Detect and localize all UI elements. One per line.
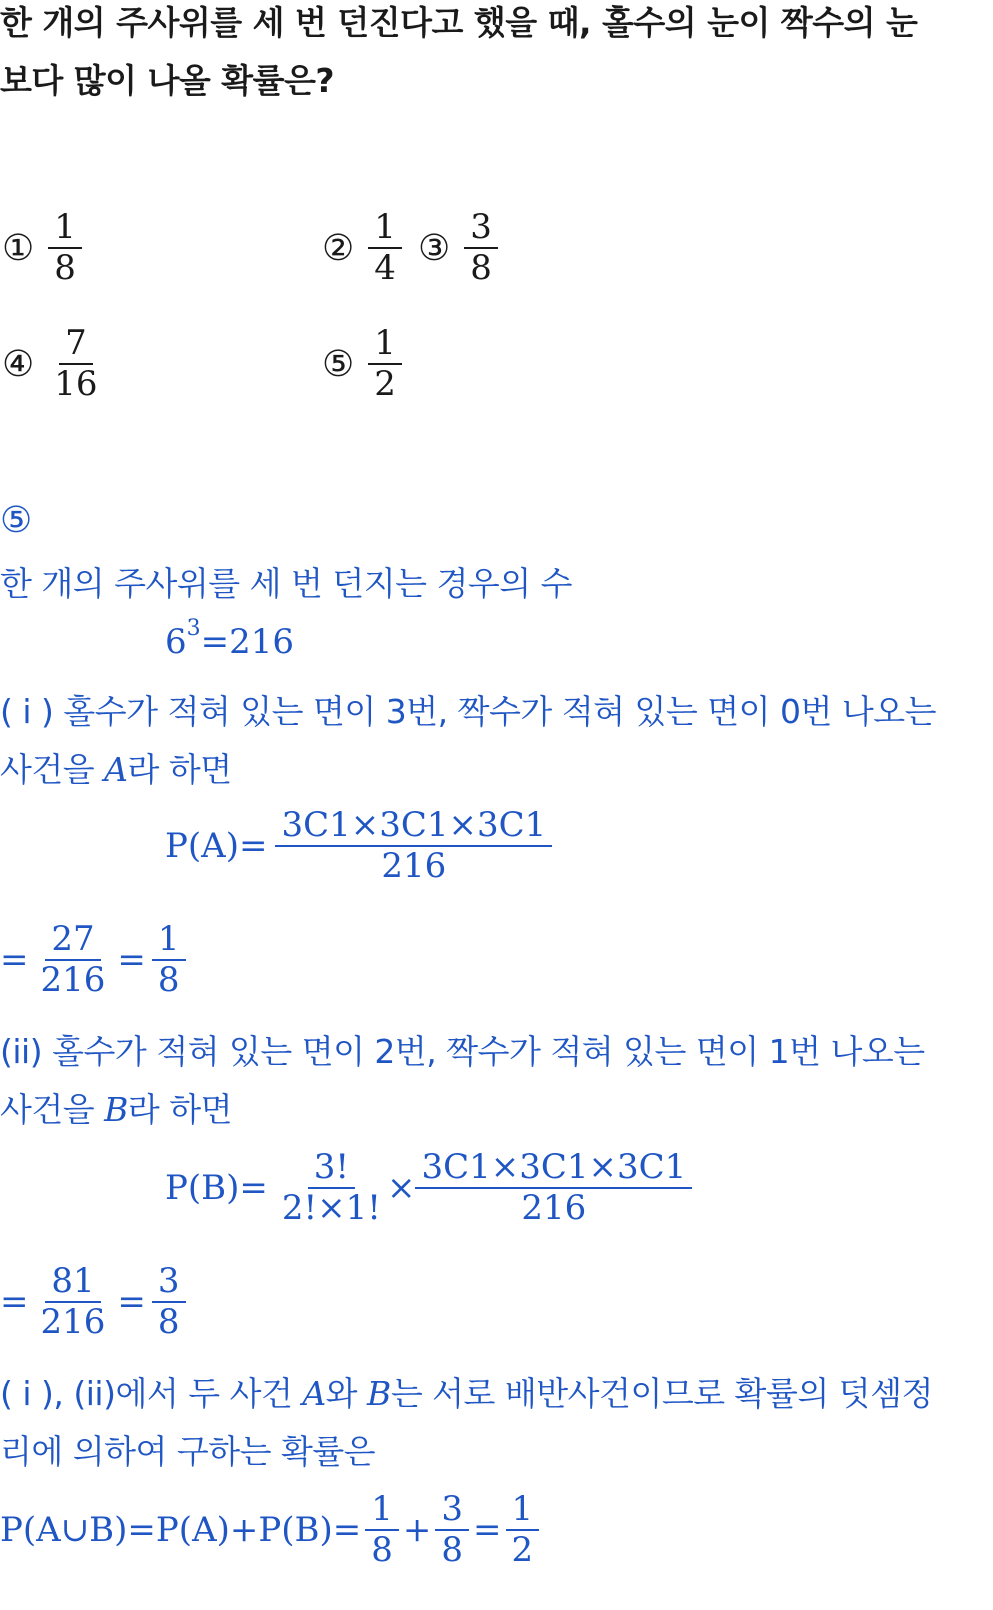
case-2-result: = $\frac{81}{216}$ = $\frac{3}{8}$ — [0, 1262, 186, 1342]
option-3[interactable] — [418, 208, 498, 288]
option-2[interactable] — [322, 208, 402, 288]
case-2-probability-equation: P(B)= $\frac{3!}{2!\times 1!}$ × $\frac{3C1\times 3C1\times 3C1}{216}$ — [165, 1148, 692, 1228]
conclusion-line-2: 리에 의하여 구하는 확률은 — [0, 1432, 376, 1471]
case-1-probability-equation: P(A)= $\frac{3C1\times 3C1\times 3C1}{216}$ — [165, 806, 552, 886]
option-marker: ② — [322, 227, 355, 269]
conclusion-line-1: ( i ), (ii)에서 두 사건 A와 B는 서로 배반사건이므로 확률의 덧셈정 — [0, 1374, 933, 1413]
final-equation: P(A∪B)=P(A)+P(B)= $\frac{1}{8}$ + $\frac{3}{8}$ = $\frac{1}{2}$ — [0, 1490, 539, 1570]
case-1-result: = $\frac{27}{216}$ = $\frac{1}{8}$ — [0, 920, 186, 1000]
solution-line-1: 한 개의 주사위를 세 번 던지는 경우의 수 — [0, 564, 572, 603]
option-4[interactable] — [2, 324, 104, 404]
case-1-line-1: ( i ) 홀수가 적혀 있는 면이 3번, 짝수가 적혀 있는 면이 0번 나오는 — [0, 692, 936, 731]
option-fraction: $\frac{1}{4}$ — [368, 208, 402, 288]
solution-answer: ⑤ — [0, 500, 32, 541]
option-5[interactable] — [322, 324, 402, 404]
case-2-line-1: (ii) 홀수가 적혀 있는 면이 2번, 짝수가 적혀 있는 면이 1번 나오는 — [0, 1032, 925, 1071]
total-cases-equation: 6 3 =216 — [165, 615, 295, 662]
option-fraction: $\frac{7}{16}$ — [54, 323, 98, 405]
option-marker: ③ — [418, 227, 451, 269]
case-2-line-2: 사건을 B라 하면 — [0, 1090, 233, 1129]
case-1-line-2: 사건을 A라 하면 — [0, 750, 232, 789]
question-line-2: 보다 많이 나올 확률은? — [0, 61, 335, 100]
option-fraction: $\frac{1}{2}$ — [368, 324, 402, 404]
case-1-fraction: $\frac{3C1\times 3C1\times 3C1}{216}$ — [275, 806, 552, 886]
option-fraction: $\frac{1}{8}$ — [48, 208, 82, 288]
option-marker: ⑤ — [322, 343, 355, 385]
option-fraction: $\frac{3}{8}$ — [464, 208, 498, 288]
option-1[interactable] — [2, 208, 82, 288]
option-marker: ④ — [2, 343, 35, 385]
option-marker: ① — [2, 227, 35, 269]
question-line-1: 한 개의 주사위를 세 번 던진다고 했을 때, 홀수의 눈이 짝수의 눈 — [0, 3, 918, 42]
